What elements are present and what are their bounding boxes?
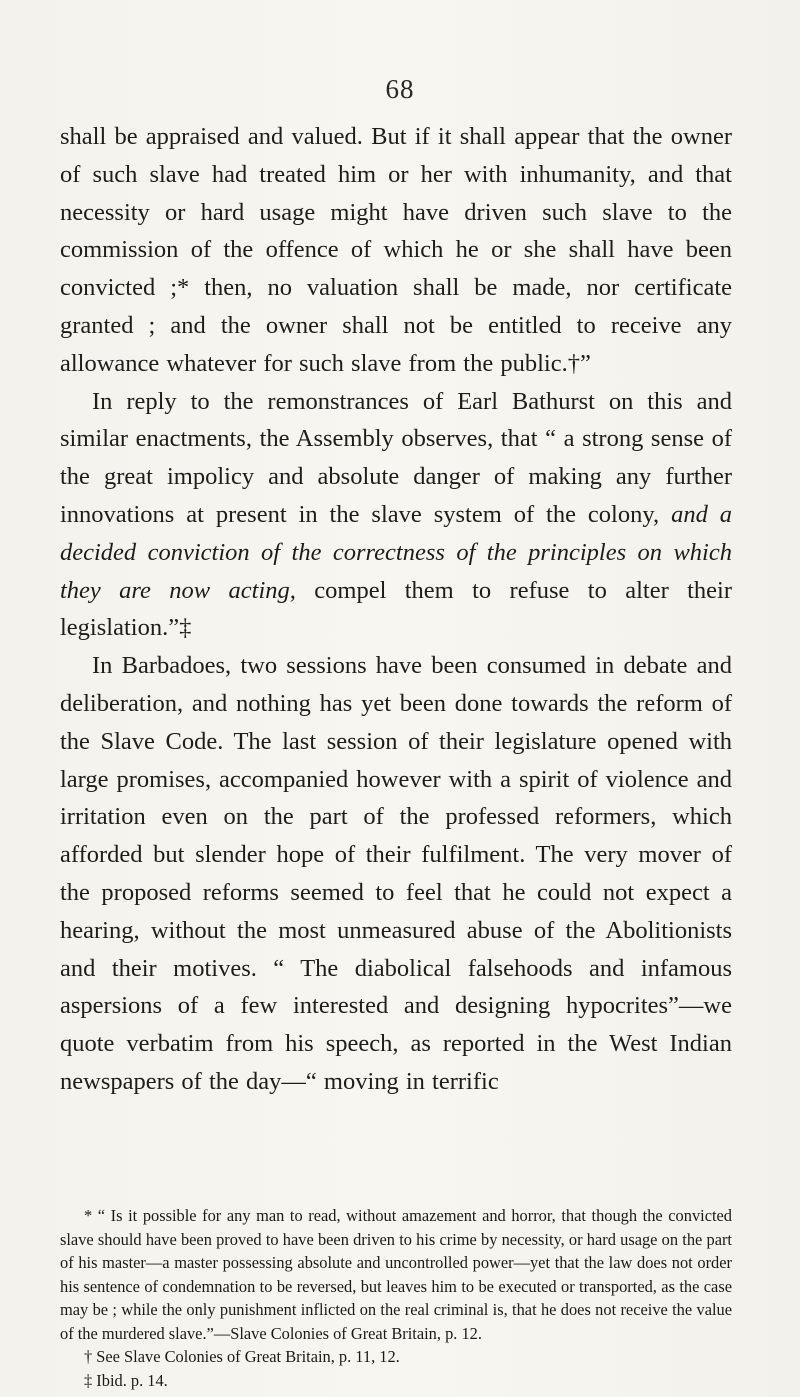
italic-emphasis: and a decided conviction of the correctness of the principles on which they are now acting, xyxy=(60,500,732,604)
paragraph-continuation: shall be appraised and valued. But if it shall appear that the owner of such slave had treated him or her with inhumanity, and that necessity or hard usage might have driven such slave to the commission of the offence of which he or she shall have been convicted ;* then, no valuation shall be made, nor certificate granted ; and the owner shall not be entitled to receive any allowance whatever for such slave from the public.†” xyxy=(60,123,732,377)
footnotes xyxy=(60,1204,732,1392)
paragraph-assembly-reply-part-2: compel them to refuse to alter their legislation.”‡ xyxy=(60,576,732,642)
paragraph-barbadoes: In Barbadoes, two sessions have been consumed in debate and deliberation, and nothing has yet been done towards the reform of the Slave Code. The last session of their legislature opened with large promises, accompanied however with a spirit of violence and irritation even on the part of the professed reformers, which afforded but slender hope of their fulfilment. The very mover of the proposed reforms seemed to feel that he could not expect a hearing, without the most unmeasured abuse of the Abolitionists and their motives. “ The diabolical falsehoods and infamous aspersions of a few interested and designing hypocrites”—we quote verbatim from his speech, as reported in the West Indian newspapers of the day—“ moving in terrific xyxy=(60,652,732,1095)
paragraph-assembly-reply-part-1: In reply to the remonstrances of Earl Bathurst on this and similar enactments, the Assembly observes, that “ a strong sense of the great impolicy and absolute danger of making any further innovations at present in the slave system of the colony, xyxy=(60,387,732,528)
footnote-dagger: † See Slave Colonies of Great Britain, p. 11, 12. xyxy=(84,1347,400,1366)
footnote-asterisk: * “ Is it possible for any man to read, without amazement and horror, that though the convicted slave should have been proved to have been driven to his crime by necessity, or hard usage on the part of his master—a master possessing absolute and uncontrolled power—yet that the law does not order his sentence of condemnation to be reversed, but leaves him to be executed or transported, as the case may be ; while the only punishment inflicted on the real criminal is, that he does not receive the value of the murdered slave.”—Slave Colonies of Great Britain, p. 12. xyxy=(60,1206,732,1343)
page-number: 68 xyxy=(385,74,415,104)
main-text xyxy=(60,118,732,1101)
footnote-double-dagger: ‡ Ibid. p. 14. xyxy=(84,1370,168,1390)
paragraph-assembly-reply xyxy=(60,383,732,648)
